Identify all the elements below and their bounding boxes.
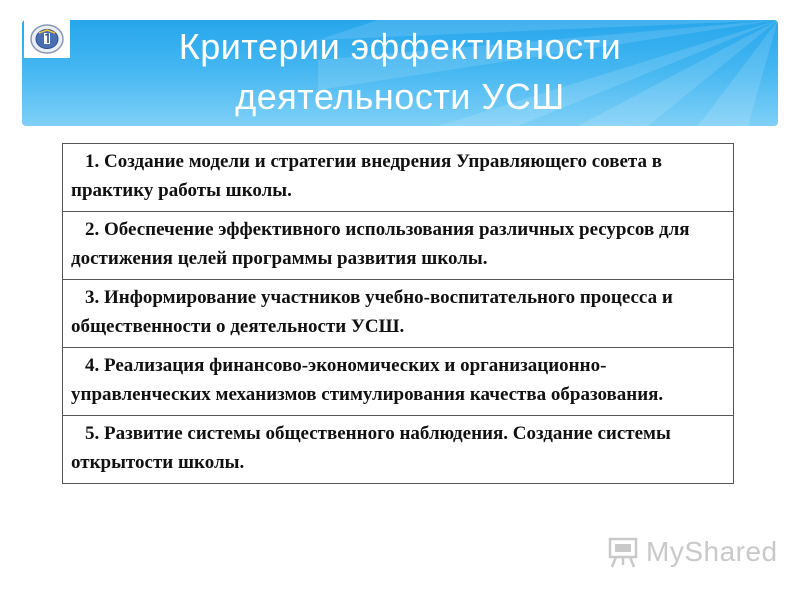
- table-row: [63, 348, 734, 416]
- criterion-1: 1. Создание модели и стратегии внедрения Управляющего совета в практику работы школы.: [63, 144, 734, 212]
- watermark: [606, 534, 778, 570]
- criterion-4: 4. Реализация финансово-экономических и организационно-управленческих механизмов стимулирования качества образования.: [63, 348, 734, 416]
- slide-title: [22, 20, 778, 122]
- watermark-text: MyShared: [646, 536, 778, 567]
- slide-title-line1: Критерии эффективности: [178, 26, 622, 67]
- criterion-2: 2. Обеспечение эффективного использования различных ресурсов для достижения целей программы развития школы.: [63, 212, 734, 280]
- criteria-table: [62, 143, 734, 484]
- table-row: [63, 212, 734, 280]
- criterion-3: 3. Информирование участников учебно-воспитательного процесса и общественности о деятельности УСШ.: [63, 280, 734, 348]
- table-row: [63, 280, 734, 348]
- slide-title-line2: деятельности УСШ: [235, 76, 565, 117]
- presentation-board-icon: [606, 535, 640, 569]
- table-row: [63, 416, 734, 484]
- criterion-5: 5. Развитие системы общественного наблюдения. Создание системы открытости школы.: [63, 416, 734, 484]
- table-row: [63, 144, 734, 212]
